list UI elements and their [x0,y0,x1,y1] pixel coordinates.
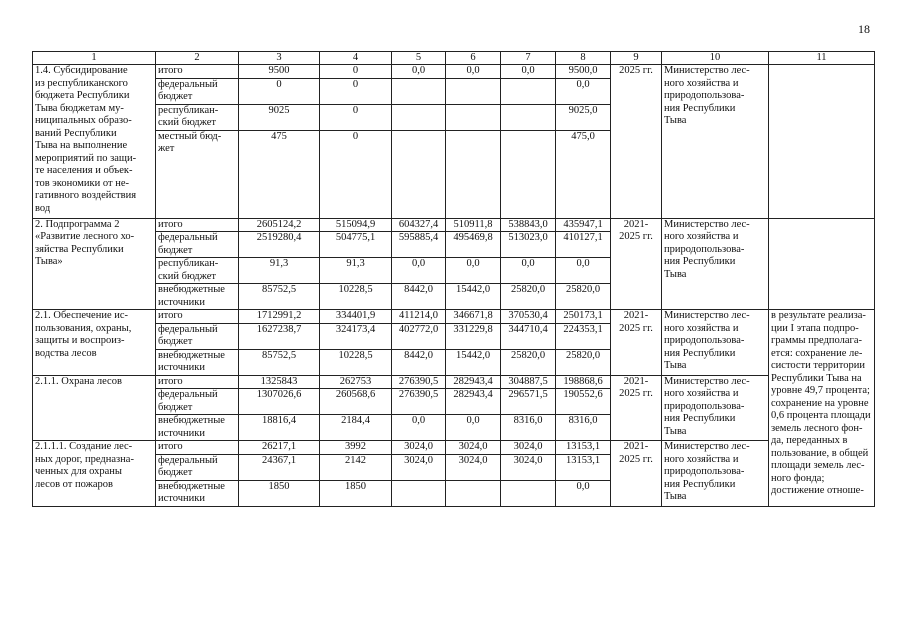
col-header: 11 [769,52,875,65]
funding-source: федеральный бюджет [156,389,239,415]
executor-cell: Министерство лес- ного хозяйства и природопользова- ния Республики Тыва [662,310,769,376]
value-cell: 85752,5 [239,349,320,375]
col-header: 3 [239,52,320,65]
value-cell [446,104,501,130]
value-cell: 3024,0 [392,441,446,455]
measure-name: 2.1. Обеспечение ис- пользования, охраны, защиты и воспроиз- водства лесов [33,310,156,376]
funding-source: федеральный бюджет [156,78,239,104]
col-header: 5 [392,52,446,65]
funding-source: федеральный бюджет [156,232,239,258]
funding-source: республикан- ский бюджет [156,104,239,130]
value-cell [392,480,446,506]
value-cell: 224353,1 [556,323,611,349]
page-number: 18 [858,22,870,36]
value-cell: 0 [320,78,392,104]
funding-source: итого [156,218,239,232]
funding-source: республикан- ский бюджет [156,258,239,284]
value-cell: 475 [239,130,320,218]
value-cell: 91,3 [320,258,392,284]
funding-source: итого [156,310,239,324]
funding-source: местный бюд- жет [156,130,239,218]
col-header: 7 [501,52,556,65]
value-cell: 1850 [239,480,320,506]
value-cell [392,78,446,104]
funding-source: итого [156,441,239,455]
value-cell: 331229,8 [446,323,501,349]
value-cell: 410127,1 [556,232,611,258]
col-header: 2 [156,52,239,65]
value-cell: 24367,1 [239,454,320,480]
col-header: 4 [320,52,392,65]
value-cell [501,130,556,218]
col-header: 6 [446,52,501,65]
value-cell: 504775,1 [320,232,392,258]
value-cell: 0,0 [446,258,501,284]
value-cell: 0,0 [501,65,556,79]
funding-source: итого [156,375,239,389]
value-cell: 346671,8 [446,310,501,324]
measure-name: 1.4. Субсидирование из республиканского бюджета Республики Тыва бюджетам му- ниципальных образо- ваний Республики Тыва на выполнение мероприятий по защи- те населения и объек- тов экономики от не- гативного воздействия вод [33,65,156,219]
value-cell [392,130,446,218]
funding-source: федеральный бюджет [156,323,239,349]
value-cell: 0,0 [392,65,446,79]
value-cell: 538843,0 [501,218,556,232]
value-cell: 515094,9 [320,218,392,232]
value-cell: 3024,0 [446,441,501,455]
value-cell [501,78,556,104]
value-cell: 604327,4 [392,218,446,232]
value-cell: 0,0 [446,65,501,79]
col-header: 10 [662,52,769,65]
value-cell: 0 [320,65,392,79]
table-row [33,65,875,79]
value-cell: 9025,0 [556,104,611,130]
table-row [33,375,875,389]
value-cell [501,480,556,506]
value-cell: 10228,5 [320,349,392,375]
executor-cell: Министерство лес- ного хозяйства и природопользова- ния Республики Тыва [662,375,769,441]
value-cell: 0,0 [556,480,611,506]
value-cell: 260568,6 [320,389,392,415]
value-cell: 10228,5 [320,284,392,310]
value-cell: 370530,4 [501,310,556,324]
header-row [33,52,875,65]
period-cell: 2021- 2025 гг. [611,375,662,441]
value-cell: 435947,1 [556,218,611,232]
value-cell: 2184,4 [320,415,392,441]
value-cell: 0 [320,130,392,218]
value-cell: 595885,4 [392,232,446,258]
value-cell: 9500,0 [556,65,611,79]
value-cell: 276390,5 [392,375,446,389]
value-cell: 8316,0 [556,415,611,441]
value-cell: 2142 [320,454,392,480]
funding-source: внебюджетные источники [156,349,239,375]
value-cell: 1307026,6 [239,389,320,415]
value-cell: 475,0 [556,130,611,218]
value-cell [446,130,501,218]
col-header: 1 [33,52,156,65]
col-header: 8 [556,52,611,65]
executor-cell: Министерство лес- ного хозяйства и природопользова- ния Республики Тыва [662,441,769,507]
value-cell: 3992 [320,441,392,455]
value-cell: 1325843 [239,375,320,389]
value-cell: 262753 [320,375,392,389]
funding-source: внебюджетные источники [156,480,239,506]
value-cell: 0,0 [392,258,446,284]
value-cell: 2605124,2 [239,218,320,232]
value-cell: 25820,0 [501,349,556,375]
value-cell: 190552,6 [556,389,611,415]
value-cell [446,480,501,506]
measure-name: 2. Подпрограмма 2 «Развитие лесного хо- зяйства Республики Тыва» [33,218,156,310]
value-cell: 282943,4 [446,375,501,389]
measure-name: 2.1.1. Охрана лесов [33,375,156,441]
value-cell: 3024,0 [501,454,556,480]
funding-source: внебюджетные источники [156,284,239,310]
value-cell: 0,0 [392,415,446,441]
value-cell: 15442,0 [446,349,501,375]
value-cell: 18816,4 [239,415,320,441]
executor-cell: Министерство лес- ного хозяйства и природопользова- ния Республики Тыва [662,65,769,219]
value-cell: 8316,0 [501,415,556,441]
value-cell: 8442,0 [392,284,446,310]
value-cell: 3024,0 [392,454,446,480]
value-cell: 1627238,7 [239,323,320,349]
value-cell: 26217,1 [239,441,320,455]
funding-source: федеральный бюджет [156,454,239,480]
table-row [33,218,875,232]
value-cell: 9025 [239,104,320,130]
value-cell: 198868,6 [556,375,611,389]
executor-cell: Министерство лес- ного хозяйства и природопользова- ния Республики Тыва [662,218,769,310]
value-cell: 2519280,4 [239,232,320,258]
value-cell: 25820,0 [556,284,611,310]
value-cell: 85752,5 [239,284,320,310]
value-cell: 344710,4 [501,323,556,349]
funding-source: внебюджетные источники [156,415,239,441]
value-cell: 304887,5 [501,375,556,389]
value-cell: 411214,0 [392,310,446,324]
value-cell: 495469,8 [446,232,501,258]
value-cell: 276390,5 [392,389,446,415]
period-cell: 2025 гг. [611,65,662,219]
value-cell: 13153,1 [556,454,611,480]
value-cell: 510911,8 [446,218,501,232]
value-cell: 91,3 [239,258,320,284]
period-cell: 2021- 2025 гг. [611,218,662,310]
value-cell: 0,0 [501,258,556,284]
value-cell [446,78,501,104]
value-cell: 0,0 [446,415,501,441]
value-cell [392,104,446,130]
value-cell: 9500 [239,65,320,79]
result-cell [769,218,875,310]
value-cell: 402772,0 [392,323,446,349]
value-cell: 334401,9 [320,310,392,324]
table-row [33,310,875,324]
result-cell [769,65,875,219]
value-cell: 282943,4 [446,389,501,415]
col-header: 9 [611,52,662,65]
table-row [33,441,875,455]
value-cell: 324173,4 [320,323,392,349]
measure-name: 2.1.1.1. Создание лес- ных дорог, предназна- ченных для охраны лесов от пожаров [33,441,156,507]
value-cell: 25820,0 [501,284,556,310]
value-cell: 3024,0 [446,454,501,480]
value-cell: 25820,0 [556,349,611,375]
value-cell: 13153,1 [556,441,611,455]
period-cell: 2021- 2025 гг. [611,441,662,507]
value-cell: 1850 [320,480,392,506]
value-cell: 3024,0 [501,441,556,455]
value-cell: 296571,5 [501,389,556,415]
period-cell: 2021- 2025 гг. [611,310,662,376]
budget-table [32,51,875,507]
value-cell: 0 [320,104,392,130]
value-cell: 513023,0 [501,232,556,258]
value-cell: 0,0 [556,78,611,104]
value-cell: 15442,0 [446,284,501,310]
value-cell: 8442,0 [392,349,446,375]
value-cell: 0 [239,78,320,104]
value-cell: 1712991,2 [239,310,320,324]
value-cell [501,104,556,130]
value-cell: 0,0 [556,258,611,284]
result-cell: в результате реализа- ции I этапа подпро- граммы предполага- ется: сохранение ле- систости территории Республики Тыва на уровне 49,7 процента; сохранение на уровне 0,6 процента площади земель лесного фон- да, переданных в пользование, в общей площади земель лес- ного фонда; достижение отноше- [769,310,875,507]
value-cell: 250173,1 [556,310,611,324]
funding-source: итого [156,65,239,79]
